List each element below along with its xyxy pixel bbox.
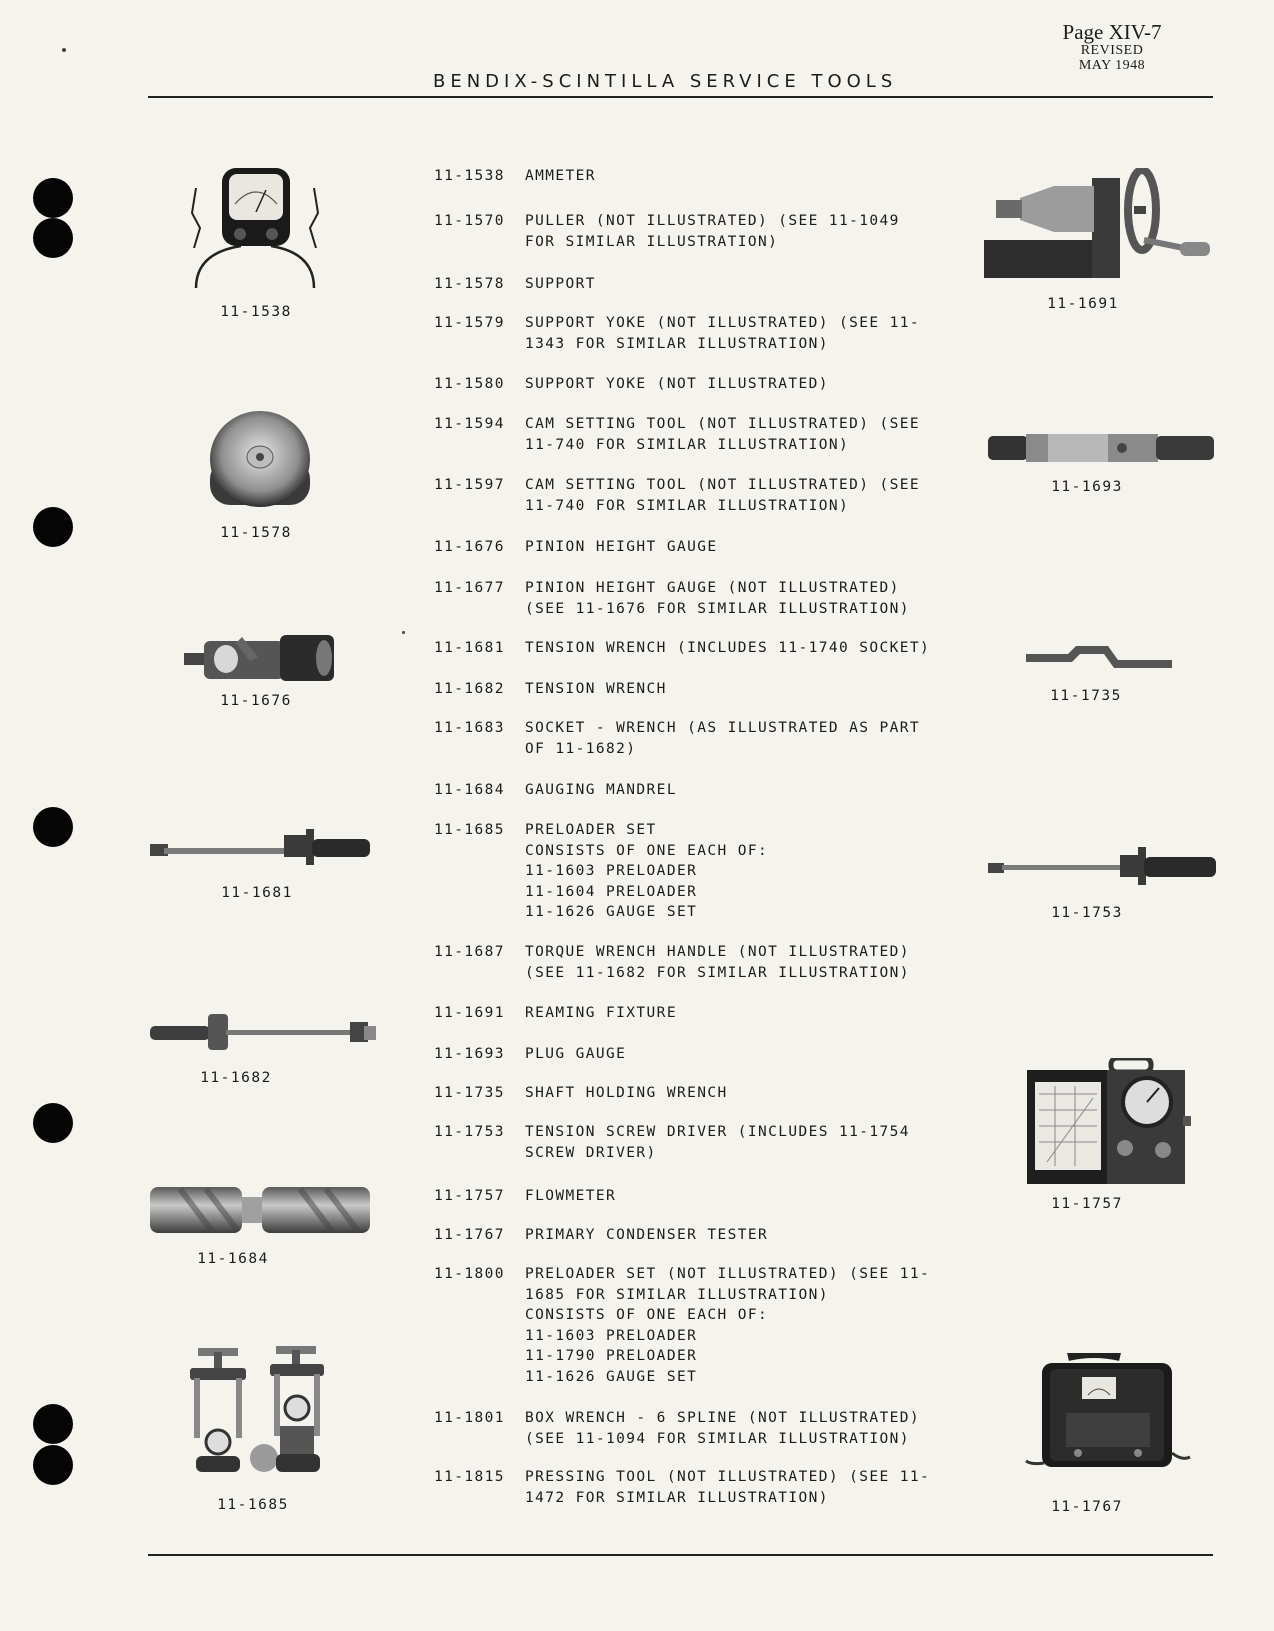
description-line: CAM SETTING TOOL (NOT ILLUSTRATED) (SEE: [525, 416, 921, 432]
part-number: 11-1570: [434, 213, 505, 229]
header-rule: [148, 96, 1213, 98]
description-line: GAUGING MANDREL: [525, 782, 677, 798]
figure-ammeter: [186, 168, 326, 320]
figure-caption: 11-1684: [197, 1251, 269, 1267]
binder-hole: [33, 178, 73, 218]
condenser-tester-image: [1022, 1353, 1192, 1473]
page-number: Page XIV-7: [1062, 20, 1162, 44]
part-number: 11-1815: [434, 1469, 505, 1485]
part-number: 11-1597: [434, 477, 505, 493]
description-line: 11-1604 PRELOADER: [525, 883, 698, 900]
part-number: 11-1735: [434, 1085, 505, 1101]
description-line: OF 11-1682): [525, 740, 637, 757]
description-line: FOR SIMILAR ILLUSTRATION): [525, 233, 779, 250]
plug-gauge-image: [988, 430, 1216, 466]
footer-rule: [148, 1554, 1213, 1556]
figure-support: [206, 407, 314, 541]
figure-tension-wrench: [150, 825, 372, 901]
description-line: SUPPORT YOKE (NOT ILLUSTRATED) (SEE 11-: [525, 315, 921, 331]
description-line: PINION HEIGHT GAUGE (NOT ILLUSTRATED): [525, 580, 900, 596]
part-number: 11-1800: [434, 1266, 505, 1282]
page-number-block: [1032, 22, 1192, 73]
part-number: 11-1579: [434, 315, 505, 331]
description-line: 11-1790 PRELOADER: [525, 1348, 698, 1364]
description-line: AMMETER: [525, 168, 596, 184]
figure-condenser-tester: [1022, 1353, 1192, 1515]
figure-caption: 11-1681: [221, 885, 293, 901]
mandrel-image: [150, 1183, 372, 1239]
description-line: PINION HEIGHT GAUGE: [525, 539, 718, 555]
part-number: 11-1801: [434, 1410, 505, 1426]
figure-caption: 11-1735: [1050, 688, 1122, 704]
part-number: 11-1684: [434, 782, 505, 798]
tension-wrench-image: [150, 825, 372, 875]
figure-wrench-1682: [150, 1010, 378, 1086]
part-number: 11-1685: [434, 822, 505, 838]
part-number: 11-1683: [434, 720, 505, 736]
part-number: 11-1757: [434, 1188, 505, 1204]
description-line: SUPPORT YOKE (NOT ILLUSTRATED): [525, 376, 829, 392]
description-line: BOX WRENCH - 6 SPLINE (NOT ILLUSTRATED): [525, 1410, 921, 1426]
figure-shaft-wrench: [1024, 644, 1174, 704]
part-number: 11-1753: [434, 1124, 505, 1140]
ink-speck: [402, 631, 405, 634]
preloader-image: [186, 1346, 336, 1480]
description-line: CAM SETTING TOOL (NOT ILLUSTRATED) (SEE: [525, 477, 921, 493]
wrench-1682-image: [150, 1010, 378, 1054]
description-line: CONSISTS OF ONE EACH OF:: [525, 1307, 769, 1323]
part-number: 11-1676: [434, 539, 505, 555]
binder-hole: [33, 1445, 73, 1485]
part-number: 11-1594: [434, 416, 505, 432]
figure-plug-gauge: [988, 430, 1216, 495]
description-line: PLUG GAUGE: [525, 1046, 627, 1062]
ink-speck: [62, 48, 66, 52]
part-number: 11-1682: [434, 681, 505, 697]
ammeter-image: [186, 168, 326, 308]
shaft-wrench-image: [1024, 644, 1174, 670]
description-line: PRELOADER SET: [525, 822, 657, 838]
part-number: 11-1580: [434, 376, 505, 392]
figure-caption: 11-1767: [1051, 1499, 1123, 1515]
description-line: 11-740 FOR SIMILAR ILLUSTRATION): [525, 497, 850, 514]
description-line: 11-740 FOR SIMILAR ILLUSTRATION): [525, 436, 850, 453]
figure-caption: 11-1693: [1051, 479, 1123, 495]
page-title: BENDIX-SCINTILLA SERVICE TOOLS: [433, 71, 898, 92]
pinion-gauge-image: [184, 633, 336, 689]
binder-hole: [33, 1103, 73, 1143]
part-number: 11-1687: [434, 944, 505, 960]
description-line: 1343 FOR SIMILAR ILLUSTRATION): [525, 335, 829, 352]
part-number: 11-1693: [434, 1046, 505, 1062]
description-line: (SEE 11-1682 FOR SIMILAR ILLUSTRATION): [525, 964, 910, 981]
reaming-fixture-image: [984, 168, 1214, 284]
figure-reaming-fixture: [984, 168, 1214, 312]
part-number: 11-1538: [434, 168, 505, 184]
description-line: SUPPORT: [525, 276, 596, 292]
binder-hole: [33, 1404, 73, 1444]
figure-preloader: [186, 1346, 336, 1513]
binder-hole: [33, 807, 73, 847]
description-line: TENSION WRENCH (INCLUDES 11-1740 SOCKET): [525, 640, 931, 656]
flowmeter-image: [1027, 1058, 1191, 1186]
figure-caption: 11-1757: [1051, 1196, 1123, 1212]
description-line: PULLER (NOT ILLUSTRATED) (SEE 11-1049: [525, 213, 900, 229]
part-number: 11-1677: [434, 580, 505, 596]
description-line: PRIMARY CONDENSER TESTER: [525, 1227, 769, 1243]
part-number: 11-1578: [434, 276, 505, 292]
description-line: SOCKET - WRENCH (AS ILLUSTRATED AS PART: [525, 720, 921, 736]
description-line: 11-1626 GAUGE SET: [525, 1368, 698, 1385]
description-line: SHAFT HOLDING WRENCH: [525, 1085, 728, 1101]
revised-date: MAY 1948: [1078, 58, 1146, 73]
figure-mandrel: [150, 1183, 372, 1267]
revised-label: REVISED: [1080, 43, 1144, 58]
figure-caption: 11-1685: [217, 1497, 289, 1513]
figure-caption: 11-1753: [1051, 905, 1123, 921]
figure-caption: 11-1691: [1047, 296, 1119, 312]
description-line: PRESSING TOOL (NOT ILLUSTRATED) (SEE 11-: [525, 1469, 931, 1485]
part-number: 11-1767: [434, 1227, 505, 1243]
description-line: PRELOADER SET (NOT ILLUSTRATED) (SEE 11-: [525, 1266, 931, 1282]
support-image: [206, 407, 314, 519]
description-line: TENSION SCREW DRIVER (INCLUDES 11-1754: [525, 1124, 910, 1140]
figure-screw-driver: [988, 845, 1218, 921]
description-line: TENSION WRENCH: [525, 681, 667, 697]
description-line: (SEE 11-1094 FOR SIMILAR ILLUSTRATION): [525, 1430, 910, 1447]
figure-caption: 11-1538: [220, 304, 292, 320]
binder-hole: [33, 507, 73, 547]
description-line: 11-1603 PRELOADER: [525, 1327, 698, 1344]
description-line: REAMING FIXTURE: [525, 1005, 677, 1021]
description-line: FLOWMETER: [525, 1188, 617, 1204]
figure-caption: 11-1578: [220, 525, 292, 541]
figure-pinion-gauge: [184, 633, 336, 709]
description-line: 1472 FOR SIMILAR ILLUSTRATION): [525, 1489, 829, 1506]
description-line: 11-1603 PRELOADER: [525, 863, 698, 879]
binder-hole: [33, 218, 73, 258]
description-line: 1685 FOR SIMILAR ILLUSTRATION): [525, 1286, 829, 1303]
description-line: CONSISTS OF ONE EACH OF:: [525, 842, 769, 859]
description-line: 11-1626 GAUGE SET: [525, 904, 698, 920]
part-number: 11-1681: [434, 640, 505, 656]
screw-driver-image: [988, 845, 1218, 887]
description-line: TORQUE WRENCH HANDLE (NOT ILLUSTRATED): [525, 944, 910, 960]
figure-caption: 11-1682: [200, 1070, 272, 1086]
description-line: (SEE 11-1676 FOR SIMILAR ILLUSTRATION): [525, 600, 910, 617]
figure-flowmeter: [1027, 1058, 1191, 1212]
figure-caption: 11-1676: [220, 693, 292, 709]
description-line: SCREW DRIVER): [525, 1144, 657, 1161]
part-number: 11-1691: [434, 1005, 505, 1021]
